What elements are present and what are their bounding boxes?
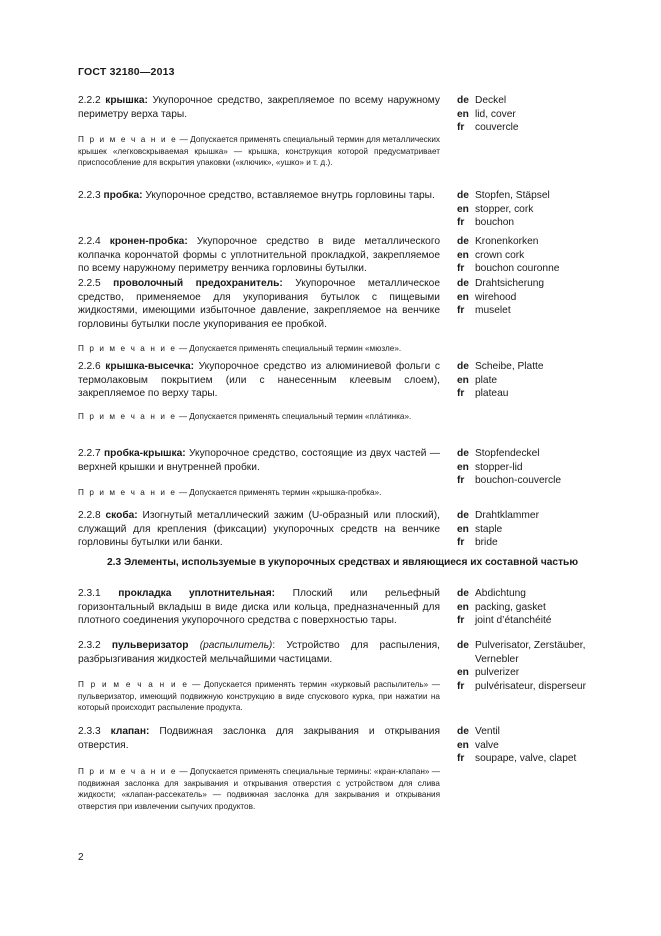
entry-2-3-3: 2.3.3 клапан: Подвижная заслонка для закрывания и открывания отверстия. — [78, 726, 440, 751]
entry-2-2-6: 2.2.6 крышка-высечка: Укупорочное средство из алюминиевой фольги с термолаковым покрытием (или с нанесенным клеевым слоем), закрепляемое по верху тары. — [78, 361, 440, 400]
translations-2-2-5: de Drahtsicherung en wirehood fr muselet — [457, 278, 545, 317]
translations-2-2-8: de Drahtklammer en staple fr bride — [457, 510, 539, 549]
note-2-2-2: П р и м е ч а н и е — Допускается применять специальный термин для металлических крышек «легковскрываемая крышка» — крышка, конструкция которой предусматривает приспособление для вскрытия упаковки («ключик», «ушко» и т. д.). — [78, 135, 440, 167]
entry-2-2-5: 2.2.5 проволочный предохранитель: Укупорочное металлическое средство, применяемое для укупоривания бутылок с пищевыми жидкостями, имеющими избыточное давление, закрепляемое на венчике горловины бутылки после укупоривания ее пробкой. — [78, 278, 440, 330]
entry-2-3-1: 2.3.1 прокладка уплотнительная: Плоский или рельефный горизонтальный вкладыш в виде диска или кольца, предназначенный для плотного соединения укупорочного средства с поверхностью тары. — [78, 588, 440, 627]
entry-2-2-3: 2.2.3 пробка: Укупорочное средство, вставляемое внутрь горловины тары. — [78, 190, 435, 201]
document-header: ГОСТ 32180—2013 — [78, 66, 175, 78]
entry-2-2-8: 2.2.8 скоба: Изогнутый металлический зажим (U-образный или плоский), служащий для крепления (фиксации) укупорочных средств на венчике горловины бутылки или банки. — [78, 510, 440, 549]
entry-2-2-4: 2.2.4 кронен-пробка: Укупорочное средство в виде металлического колпачка корончатой формы с уплотнительной прокладкой, закрепляемое по всему наружному периметру венчика горловины бутылки. — [78, 236, 440, 275]
translations-2-2-7: de Stopfendeckel en stopper-lid fr bouchon-couvercle — [457, 448, 562, 487]
note-2-2-7: П р и м е ч а н и е — Допускается применять термин «крышка-пробка». — [78, 488, 382, 497]
translations-2-2-2: de Deckel en lid, cover fr couvercle — [457, 95, 519, 134]
translations-2-3-3: de Ventil en valve fr soupape, valve, clapet — [457, 726, 577, 765]
translations-2-2-6: de Scheibe, Platte en plate fr plateau — [457, 361, 544, 400]
note-2-3-2: П р и м е ч а н и е — Допускается применять термин «курковый распылитель» — пульверизатор, имеющий подвижную конструкцию в виде спускового курка, при нажатии на который происходит распыление продукта. — [78, 680, 440, 712]
entry-2-2-2: 2.2.2 крышка: Укупорочное средство, закрепляемое по всему наружному периметру верха тары. — [78, 95, 440, 120]
translations-2-2-4: de Kronenkorken en crown cork fr bouchon couronne — [457, 236, 560, 275]
note-2-2-6: П р и м е ч а н и е — Допускается применять специальный термин «пла́тинка». — [78, 412, 412, 421]
entry-2-3-2: 2.3.2 пульверизатор (распылитель): Устройство для распыления, разбрызгивания жидкостей мельчайшими частицами. — [78, 640, 440, 665]
section-heading-2-3: 2.3 Элементы, используемые в укупорочных средствах и являющиеся их составной частью — [107, 557, 579, 568]
note-2-3-3: П р и м е ч а н и е — Допускается применять специальные термины: «кран-клапан» — подвижная заслонка для закрывания и открывания отверстия с устройством для слива жидкости; «клапан-рассекатель» — подвижная заслонка для закрывания и открывания отверстия при извлечении сыпучих продуктов. — [78, 767, 440, 811]
translations-2-3-2: de Pulverisator, Zerstäuber, Vernebler en pulverizer fr pulvérisateur, disperseur — [457, 640, 586, 692]
note-2-2-5: П р и м е ч а н и е — Допускается применять специальный термин «мюзле». — [78, 344, 402, 353]
page-number: 2 — [78, 852, 84, 863]
entry-2-2-7: 2.2.7 пробка-крышка: Укупорочное средство, состоящие из двух частей — верхней крышки и внутренней пробки. — [78, 448, 440, 473]
translations-2-2-3: de Stopfen, Stäpsel en stopper, cork fr bouchon — [457, 190, 550, 229]
translations-2-3-1: de Abdichtung en packing, gasket fr joint d’étanchéité — [457, 588, 552, 627]
